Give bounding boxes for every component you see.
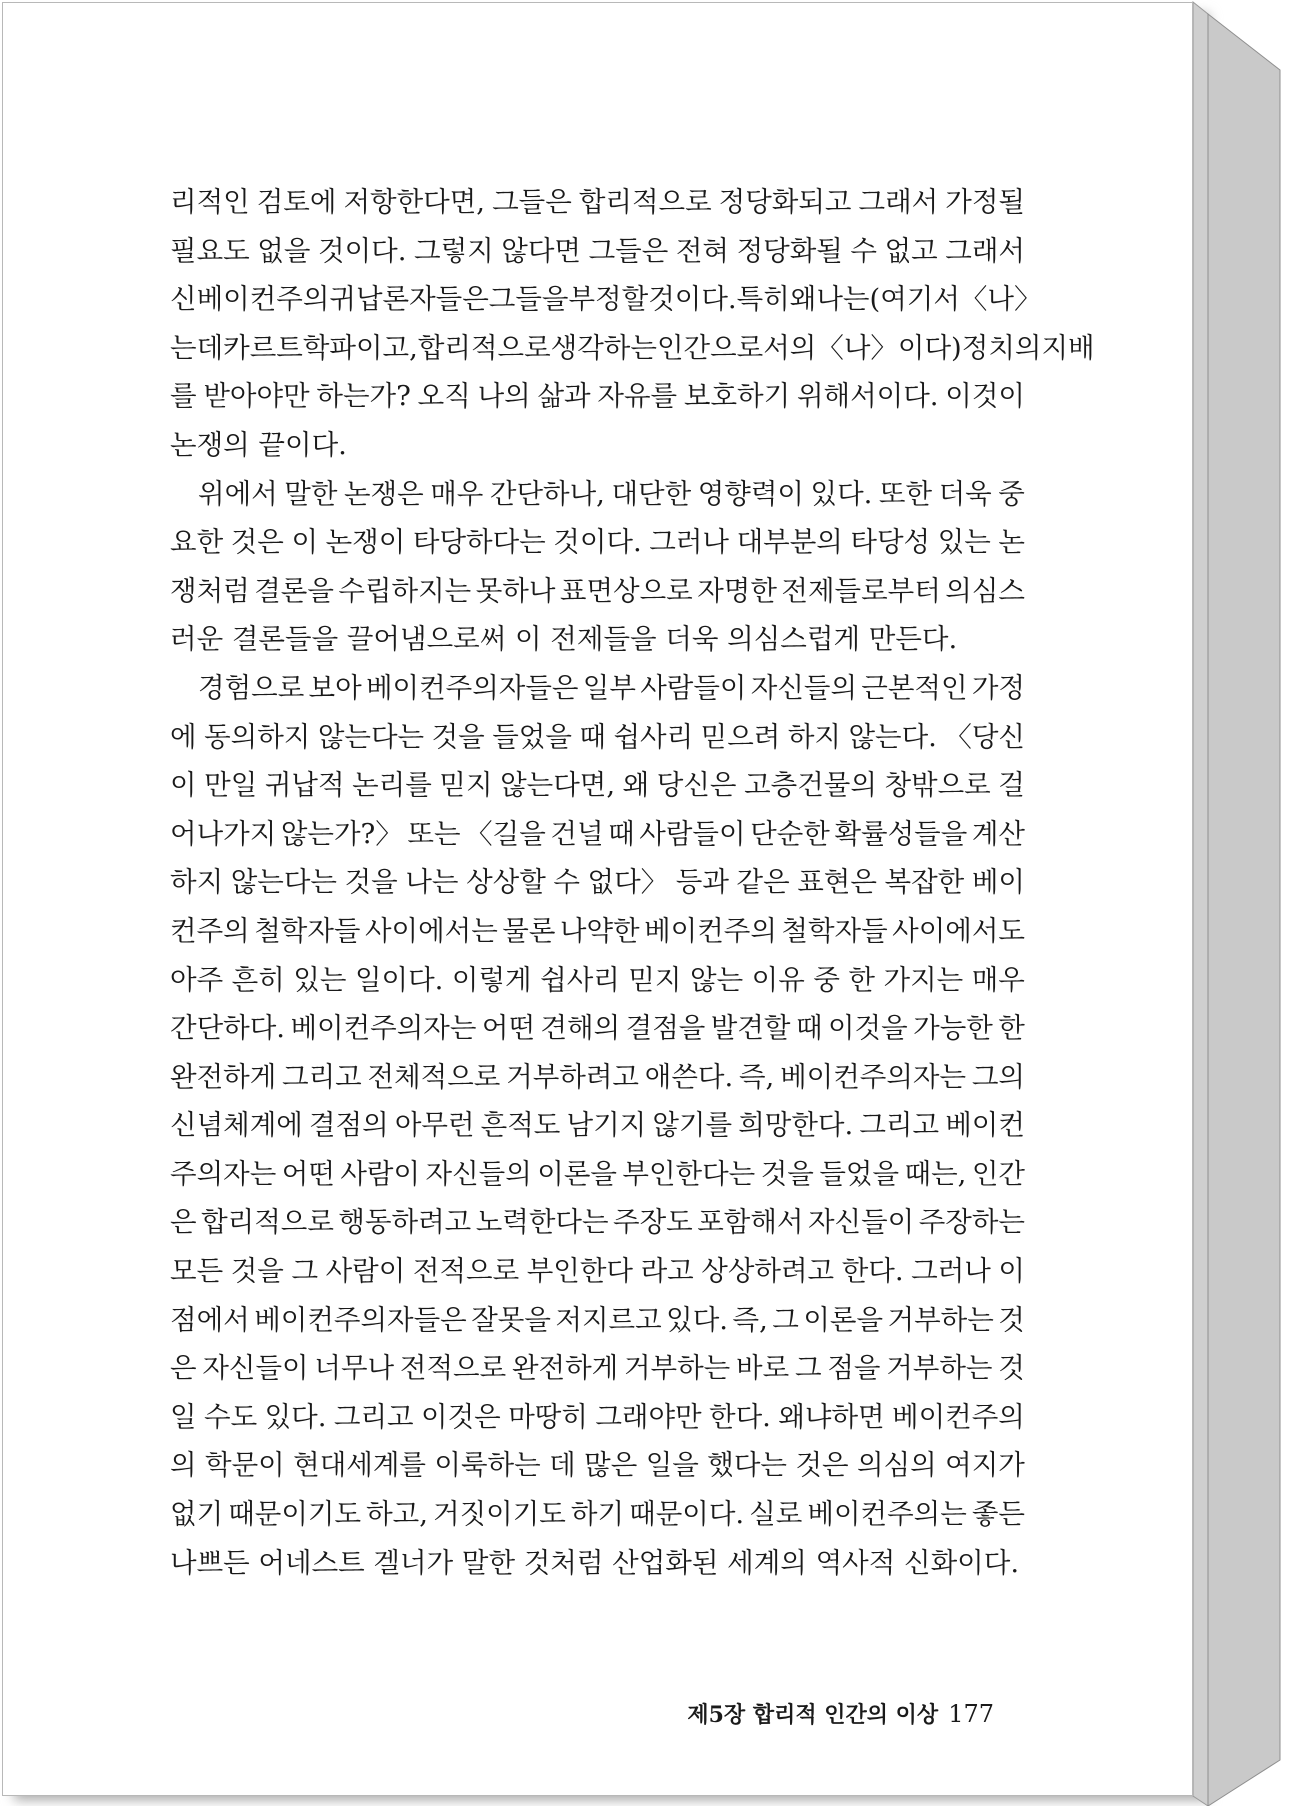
word: 않는 [690,963,744,996]
word: 단순한 [750,817,830,850]
word: 를 [170,380,197,413]
text-line [170,518,1025,567]
word: 하지 [170,866,224,899]
word: 완전하게 [170,1060,277,1093]
word: 보아 [308,671,362,704]
word: 때문이기도 [228,1498,362,1531]
word: 들었을 [492,720,572,753]
text-line [170,1296,1025,1345]
word: 자신들이 [202,1352,309,1385]
word: 사이에서도 [892,914,1025,947]
word: 부인한다는 [622,1157,756,1190]
word: 점에서 [170,1303,250,1336]
body-text [170,178,1095,1587]
word: 그 [794,1352,822,1385]
word: 철학자들 [254,914,361,947]
word: 부정할 [568,283,649,316]
word: 사람들이 [640,671,747,704]
word: 즉, [738,1060,775,1093]
word: 것은 [230,526,284,559]
word: 왜 [622,769,650,802]
word: 한다. [841,1255,904,1288]
word: 사람들이 [639,817,746,850]
word: 자신들이 [807,1206,915,1239]
word: 는 [170,331,197,364]
word: 대단한 [611,477,692,510]
word: 있는 [937,526,991,559]
text-line [170,713,1025,762]
word: 데카르트학파이고, [196,331,418,364]
word: 더욱 [938,477,992,510]
word: 논쟁이 [325,526,406,559]
word: 〈당신 [944,720,1025,753]
text-line [170,421,1025,470]
text-line [170,1539,1025,1588]
word: 않는다면, [500,769,616,802]
word: 가능한 [913,1012,993,1045]
word: 수도 [204,1400,258,1433]
word: 합리적으로 [417,331,551,364]
word: 간단하나, [489,477,605,510]
word: 포함해서 [697,1206,804,1239]
word: 학문이 [205,1449,285,1482]
word: 때 [579,720,606,753]
word: 없고 [884,234,938,267]
word: 자유를 [597,380,678,413]
word: 그들은 [588,234,669,267]
word: 또는 [407,817,461,850]
word: 인간으로서의 [656,331,817,364]
word: 것을 [431,720,485,753]
word: 베이컨주의 [644,914,777,947]
word: 이유 [751,963,805,996]
word: 중 [813,963,840,996]
word: 그리고 [333,1400,414,1433]
word: 검토에 [256,186,337,218]
word: 복잡한 [884,866,965,899]
word: 베이컨주의자는 [780,1060,967,1093]
word: 쉽사리 [540,963,620,996]
word: 부인한다 [526,1255,633,1288]
word: 간단하다. [170,1012,286,1045]
word: 귀납적 [264,769,345,802]
text-line [170,810,1025,859]
word: 때문이다. [629,1498,745,1531]
word: 했다는 [707,1449,787,1482]
text-line [170,1053,1025,1102]
word: 점을 [827,1352,881,1385]
word: 없다〉 [587,866,669,899]
word: 않는가?〉 [280,817,403,850]
word: 사람이 [340,1157,421,1190]
word: 사이에서는 [364,914,498,947]
word: 완전하게 [511,1352,619,1385]
text-line [170,178,1025,227]
word: 일 [170,1400,197,1433]
word: 믿지 [628,963,682,996]
word: 자신들의 [425,1157,532,1190]
word: 에 [170,720,197,753]
word: 신베이컨주의 [170,283,330,316]
word: 것 [998,1303,1025,1336]
text-line [170,761,1025,810]
word: 않기를 [652,1109,733,1142]
word: 저항한다면, [343,186,486,218]
word: 매우 [971,963,1025,996]
word: 데 [549,1449,576,1482]
text-line [170,372,1025,421]
word: 나의 [477,380,531,413]
word: 그러나 [911,1255,991,1288]
word: 신념체계에 [170,1109,303,1142]
word: 지배 [1041,331,1095,364]
word: 자신들의 [750,671,858,704]
word: 하는가? [316,380,411,413]
word: 중 [998,477,1025,510]
word: 때 [608,817,635,850]
word: 논리를 [352,769,432,802]
word: 가지는 [883,963,964,996]
word: 않다면 [501,234,581,267]
word: 표현은 [797,866,877,899]
word: 일을 [645,1449,699,1482]
word: 저지르고 [555,1303,662,1336]
text-line [170,1490,1025,1539]
word: 나약한 [559,914,640,947]
word: 계산 [971,817,1025,850]
word: 그 [291,1255,319,1288]
word: 많은 [584,1449,638,1482]
word: 합리적으로 [201,1206,334,1239]
text-line [170,1344,1025,1393]
word: 정치의 [961,331,1042,364]
word: 행동하려고 [338,1206,472,1239]
word: 고층건물의 [744,769,877,802]
word: 남기지 [566,1109,647,1142]
word: 있는 [293,963,347,996]
word: 수 [850,234,877,267]
word: 것은 [795,1449,849,1482]
word: 것을 [344,866,398,899]
word: 귀납론자들은 [329,283,489,316]
word: 나는 [405,866,459,899]
word: 그래서 [945,234,1025,267]
word: 그래서 [858,186,939,218]
word: 걸 [998,769,1025,802]
page-number: 177 [948,1700,994,1728]
word: 창밖으로 [884,769,991,802]
word: 왜냐하면 [778,1400,885,1433]
word: 그들을 [488,283,569,316]
word: 베이컨주의자는 [290,1012,477,1045]
word: 특히 [736,283,790,316]
word: 결론을 [254,574,334,607]
text-line [170,615,1025,664]
text-line [170,1004,1025,1053]
word: 나는(여기서 [816,283,960,316]
word: 하고, [366,1498,428,1531]
word: 없을 [257,234,311,267]
word: 전적으로 [412,1255,520,1288]
text-line [170,1441,1025,1490]
word: 상상하려고 [701,1255,835,1288]
word: 전적으로 [399,1352,507,1385]
word: 흔적도 [480,1109,561,1142]
text-line [170,470,1025,519]
word: 논 [998,526,1025,559]
word: 매우 [430,477,484,510]
word: 은 [170,1352,197,1385]
word: 또한 [878,477,933,510]
word: 여지가 [945,1449,1025,1482]
text-line [170,567,1025,616]
text-line [170,907,1025,956]
word: 요한 [170,526,224,559]
word: 타당성 [850,526,931,559]
word: 아주 [170,963,224,996]
word: 있다. [666,1303,729,1336]
word: 오직 [417,380,471,413]
word: 때는, [904,1157,967,1190]
word: 일이다. [354,963,444,996]
text-line-content: 러운 결론들을 끌어냄으로써 이 전제들을 더욱 의심스럽게 만든다. [170,623,958,656]
word: 하지 [787,720,841,753]
word: 상상할 [466,866,546,899]
word: 그리고 [282,1060,362,1093]
word: 삶과 [537,380,591,413]
word: 것 [998,1352,1025,1385]
word: 결점을 [625,1012,706,1045]
word: 결점의 [308,1109,389,1142]
word: 이것은 [421,1400,501,1433]
word: 아무런 [394,1109,475,1142]
word: 실로 [749,1498,803,1531]
word: 거부하는 [887,1303,994,1336]
word: 인간 [971,1157,1025,1190]
word: 생각하는 [550,331,657,364]
word: 그리고 [859,1109,940,1142]
word: 어떤 [481,1012,536,1045]
word: 이론을 [803,1303,884,1336]
running-head: 제5장 합리적 인간의 이상 [687,1702,939,1728]
word: 그 [772,1303,799,1336]
word: 수 [553,866,580,899]
text-line-content: 나쁘든 어네스트 겔너가 말한 것처럼 산업화된 세계의 역사적 신화이다. [170,1546,1020,1579]
word: 견해의 [540,1012,621,1045]
word: 발견할 [710,1012,791,1045]
word: 자명한 [697,574,777,607]
word: 영향력이 [697,477,804,510]
word: 흔히 [231,963,285,996]
word: 이렇게 [451,963,532,996]
word: 믿지 [439,769,493,802]
text-line [170,1393,1025,1442]
word: 컨주의 [170,914,250,947]
word: 어떤 [281,1157,335,1190]
word: 일부 [582,671,636,704]
word: 대부분의 [736,526,843,559]
word: 것이다. [553,526,642,559]
word: 쟁처럼 [170,574,250,607]
word: 것이다. [648,283,737,316]
word: 바로 [736,1352,790,1385]
word: 물론 [502,914,556,947]
text-line [170,275,1042,324]
word: 어나가지 [170,817,277,850]
word: 이것이 [945,380,1025,413]
word: 그렇지 [414,234,494,267]
word: 것을 [230,1255,284,1288]
word: 잘못을 [471,1303,551,1336]
word: 것이다. [318,234,407,267]
word: 이것을 [827,1012,908,1045]
word: 당신은 [656,769,737,802]
word: 정당화되고 [718,186,852,218]
word: 베이컨주의는 [807,1498,967,1531]
text-line-content: 논쟁의 끝이다. [170,428,347,461]
word: 사람이 [325,1255,406,1288]
word: 한다. [709,1400,771,1433]
word: 애쓴다. [644,1060,734,1093]
text-line [170,227,1025,276]
word: 거부하는 [886,1352,993,1385]
word: 건널 [550,817,604,850]
word: 전제들로부터 [781,574,941,607]
word: 베이컨주의 [892,1400,1025,1433]
word: 필요도 [170,234,250,267]
text-line [170,858,1025,907]
word: 한 [998,1012,1025,1045]
word: 받아야만 [203,380,310,413]
text-line [170,956,1025,1005]
word: 라고 [640,1255,694,1288]
word: 등과 [675,866,729,899]
word: 한 [848,963,875,996]
word: 가정될 [945,186,1025,218]
word: 정당화될 [736,234,843,267]
word: 표면상으로 [559,574,693,607]
word: 주의자는 [170,1157,277,1190]
word: 〈나〉이다) [816,331,962,364]
word: 거부하는 [623,1352,731,1385]
word: 있다. [810,477,873,510]
word: 있다. [264,1400,327,1433]
word: 합리적으로 [578,186,712,218]
word: 철학자들 [781,914,888,947]
text-line [170,664,1025,713]
word: 거부하려고 [506,1060,639,1093]
word: 의 [170,1449,197,1482]
word: 못하나 [475,574,556,607]
word: 위에서 [198,477,278,510]
word: 논쟁은 [343,477,424,510]
word: 베이컨주의자들은 [365,671,579,704]
word: 들었을 [819,1157,900,1190]
word: 같은 [736,866,790,899]
word: 왜 [789,283,817,316]
word: 경험으로 [198,671,305,704]
word: 이룩하는 [434,1449,541,1482]
word: 동의하지 [204,720,311,753]
word: 하기 [570,1498,625,1531]
word: 이 [291,526,319,559]
text-line [170,1101,1025,1150]
word: 희망한다. [738,1109,854,1142]
text-line [170,324,1095,373]
word: 않는다. [848,720,937,753]
word: 전혀 [675,234,729,267]
word: 않는다는 [317,720,425,753]
word: 타당하다는 [412,526,546,559]
word: 모든 [170,1255,224,1288]
word: 때 [795,1012,823,1045]
word: 좋든 [971,1498,1025,1531]
word: 위해서이다. [796,380,939,413]
word: 전체적으로 [367,1060,501,1093]
word: 베이 [971,866,1025,899]
word: 즉, [732,1303,768,1336]
word: 너무나 [314,1352,395,1385]
word: 없기 [170,1498,224,1531]
word: 않는다는 [230,866,337,899]
word: 거짓이기도 [433,1498,566,1531]
word: 가정 [971,671,1025,704]
word: 이론을 [537,1157,617,1190]
word: 현대세계를 [293,1449,426,1482]
text-line [170,1150,1025,1199]
word: 의심의 [857,1449,937,1482]
word: 그들은 [492,186,572,218]
word: 것을 [760,1157,814,1190]
word: 이 [170,769,197,802]
word: 베이컨 [945,1109,1025,1142]
word: 수립하지는 [338,574,472,607]
page-footer [687,1698,994,1729]
word: 그의 [971,1060,1025,1093]
word: 〈나〉 [959,283,1042,316]
word: 이 [998,1255,1025,1288]
word: 쉽사리 [613,720,694,753]
word: 만일 [204,769,258,802]
word: 말한 [284,477,338,510]
word: 베이컨주의자들은 [254,1303,467,1336]
word: 주장하는 [918,1206,1025,1239]
word: 확률성들을 [834,817,968,850]
text-line [170,1198,1025,1247]
word: 보호하기 [683,380,791,413]
word: 그러나 [649,526,729,559]
word: 근본적인 [861,671,968,704]
word: 〈길을 [465,817,546,850]
word: 마땅히 [508,1400,588,1433]
word: 은 [170,1206,197,1239]
word: 리적인 [170,186,250,218]
text-line [170,1247,1025,1296]
word: 그래야만 [595,1400,702,1433]
word: 믿으려 [700,720,781,753]
word: 주장도 [613,1206,693,1239]
word: 노력한다는 [475,1206,609,1239]
word: 의심스 [945,574,1025,607]
